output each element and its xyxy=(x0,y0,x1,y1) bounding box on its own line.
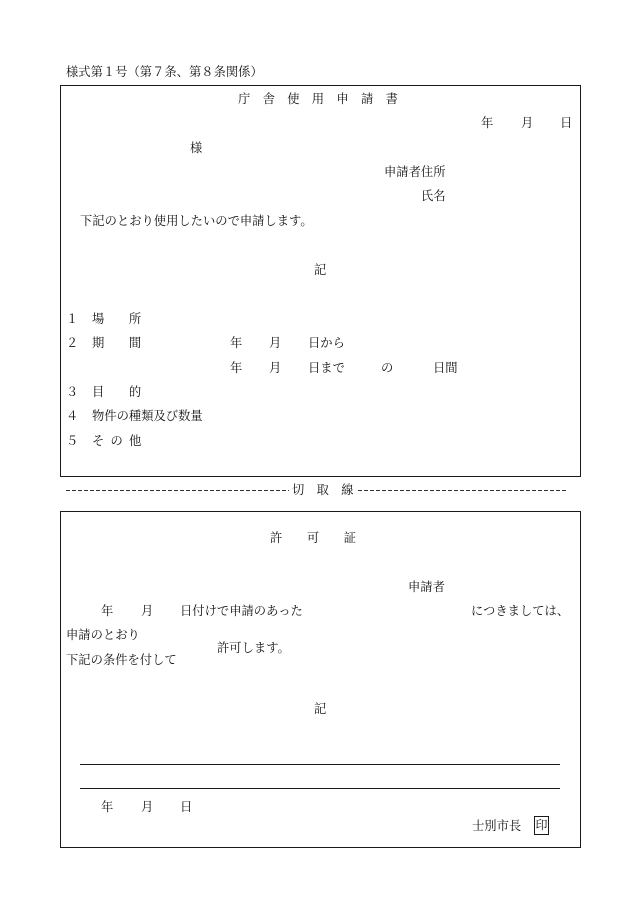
cut-line-label: 切 取 線 xyxy=(292,483,354,497)
item-label-period: 期 間 xyxy=(92,336,142,350)
item-number: １ xyxy=(66,312,79,326)
item-number: ４ xyxy=(66,409,79,423)
issue-date-month: 月 xyxy=(141,800,154,814)
item-label-place: 場 所 xyxy=(92,312,142,326)
applicant-name-label: 氏名 xyxy=(421,189,446,203)
ki-heading: 記 xyxy=(314,702,327,716)
permit-grant-text: 許可します。 xyxy=(217,641,290,655)
item-label-goods: 物件の種類及び数量 xyxy=(92,409,203,423)
permit-regarding: につきましては、 xyxy=(471,604,570,618)
item-number: ３ xyxy=(66,385,79,399)
application-date-month: 月 xyxy=(521,116,534,130)
item-number: ５ xyxy=(66,434,79,448)
permit-as-requested: 申請のとおり xyxy=(66,628,140,642)
issue-date-day: 日 xyxy=(180,800,193,814)
application-date-year: 年 xyxy=(481,116,494,130)
application-date-month: 月 xyxy=(141,604,154,618)
ki-heading: 記 xyxy=(314,263,327,277)
period-days: 日間 xyxy=(433,361,458,375)
applicant-address-label: 申請者住所 xyxy=(384,165,446,179)
period-to-year: 年 xyxy=(230,361,243,375)
condition-line xyxy=(80,788,560,789)
period-of: の xyxy=(381,361,394,375)
period-to-month: 月 xyxy=(269,361,282,375)
condition-line xyxy=(80,764,560,765)
period-from-year: 年 xyxy=(230,336,243,350)
permit-title: 許 可 証 xyxy=(270,531,357,545)
period-from-month: 月 xyxy=(269,336,282,350)
permit-with-conditions: 下記の条件を付して xyxy=(66,653,177,667)
permit-applicant-label: 申請者 xyxy=(408,580,445,594)
issue-date-year: 年 xyxy=(101,800,114,814)
cut-line-dashes-left xyxy=(66,490,289,491)
application-title: 庁 舎 使 用 申 請 書 xyxy=(238,92,398,106)
seal-mark: 印 xyxy=(535,818,548,832)
item-label-purpose: 目 的 xyxy=(92,385,142,399)
item-label-other: そ の 他 xyxy=(92,434,142,448)
application-date-day: 日 xyxy=(560,116,573,130)
application-date-year: 年 xyxy=(101,604,114,618)
permit-certificate xyxy=(60,511,581,848)
seal-box xyxy=(534,816,549,835)
issuer-title: 士別市長 xyxy=(472,819,522,833)
period-from-day: 日から xyxy=(308,336,345,350)
item-number: ２ xyxy=(66,336,79,350)
application-intro: 下記のとおり使用したいので申請します。 xyxy=(80,214,313,228)
application-form xyxy=(60,85,581,477)
period-to-day: 日まで xyxy=(308,361,345,375)
form-number-label: 様式第１号（第７条、第８条関係） xyxy=(66,65,263,79)
addressee-suffix: 様 xyxy=(190,141,203,155)
cut-line-dashes-right xyxy=(358,490,566,491)
application-date-day-text: 日付けで申請のあった xyxy=(180,604,303,618)
